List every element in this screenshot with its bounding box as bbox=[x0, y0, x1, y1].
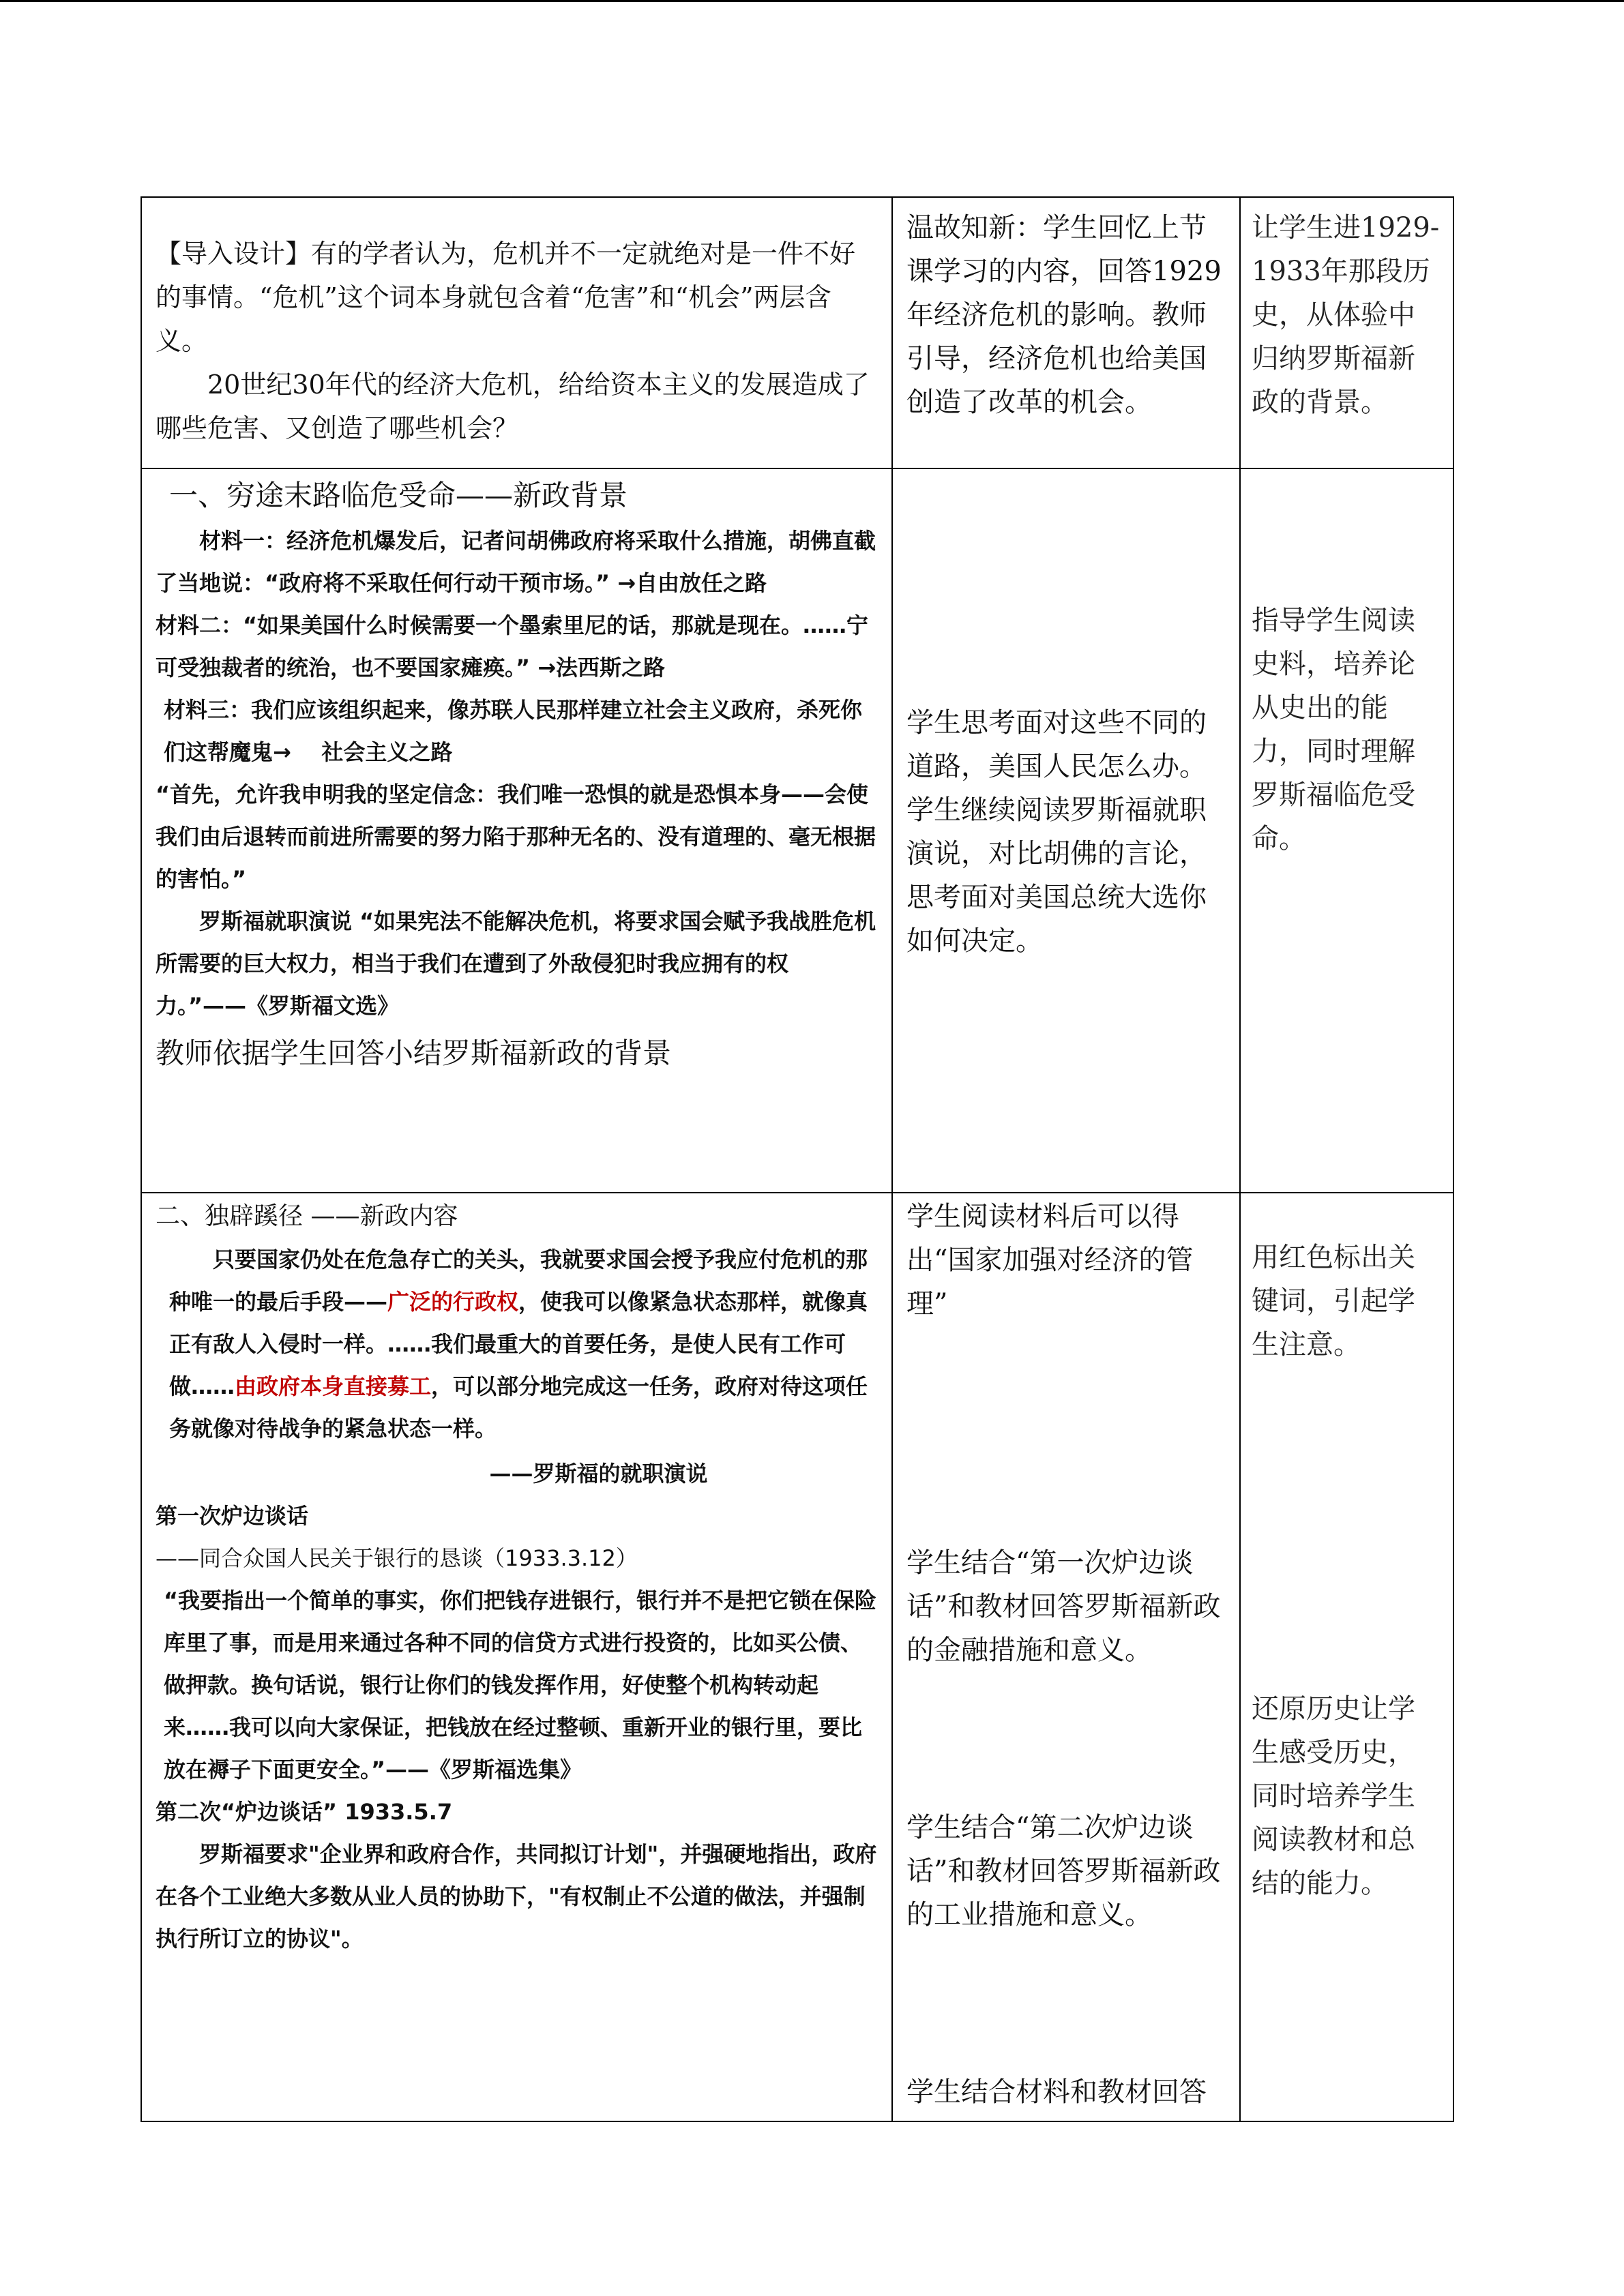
fireside-chat-1-title: 第一次炉边谈话 bbox=[156, 1503, 309, 1529]
cell-new-deal-content bbox=[141, 1193, 892, 2121]
background-purpose: 指导学生阅读史料，培养论从史出的能力，同时理解罗斯福临危受命。 bbox=[1252, 605, 1415, 854]
cell-background-student bbox=[892, 468, 1240, 1193]
inaugural-quote-2: 罗斯福就职演说 “如果宪法不能解决危机，将要求国会赋予我战胜危机所需要的巨大权力，相当于我们在遭到了外敌侵犯时我应拥有的权力。”——《罗斯福文选》 bbox=[156, 908, 876, 1019]
speech-source: ——罗斯福的就职演说 bbox=[489, 1461, 708, 1487]
intro-paragraph-2: 20世纪30年代的经济大危机，给给资本主义的发展造成了哪些危害、又创造了哪些机会？ bbox=[156, 370, 870, 443]
cell-content-student bbox=[892, 1193, 1240, 2121]
material-1: 材料一：经济危机爆发后，记者问胡佛政府将采取什么措施，胡佛直截了当地说：“政府将不采取任何行动干预市场。” →自由放任之路 bbox=[156, 528, 876, 596]
intro-title: 【导入设计】 bbox=[156, 239, 312, 269]
cell-background-content bbox=[141, 468, 892, 1193]
section-heading-background: 一、穷途末路临危受命——新政背景 bbox=[169, 479, 628, 512]
fireside-chat-2-title: 第二次“炉边谈话” 1933.5.7 bbox=[156, 1799, 453, 1825]
arrow-right-icon: → bbox=[273, 739, 291, 765]
cell-intro-purpose bbox=[1240, 197, 1453, 468]
arrow-right-icon: → bbox=[537, 655, 556, 681]
table-row-background bbox=[141, 468, 1453, 1193]
fireside-chat-1-subtitle: ——同合众国人民关于银行的恳谈（1933.3.12） bbox=[156, 1545, 638, 1571]
keyword-government-hiring: 由政府本身直接募工 bbox=[235, 1373, 432, 1399]
inaugural-quote: “首先，允许我申明我的坚定信念：我们唯一恐惧的就是恐惧本身——会使我们由后退转而前进所需要的努力陷于那种无名的、没有道理的、毫无根据的害怕。” bbox=[156, 781, 876, 892]
arrow-right-icon: → bbox=[617, 570, 636, 596]
fireside-chat-1-quote: “我要指出一个简单的事实，你们把钱存进银行，银行并不是把它锁在保险库里了事，而是用来通过各种不同的信贷方式进行投资的，比如买公债、做押款。换句话说，银行让你们的钱发挥作用，好使整个机构转动起来……我可以向大家保证，把钱放在经过整顿、重新开业的银行里，要比放在褥子下面更安全。”——《罗斯福选集》 bbox=[164, 1587, 877, 1783]
content-purpose-1: 用红色标出关键词，引起学生注意。 bbox=[1252, 1242, 1415, 1360]
content-student-activity-2: 学生结合“第一次炉边谈话”和教材回答罗斯福新政的金融措施和意义。 bbox=[906, 1547, 1221, 1666]
cell-background-purpose bbox=[1240, 468, 1453, 1193]
content-student-activity-4: 学生结合材料和教材回答 bbox=[906, 2076, 1207, 2108]
section-heading-content: 二、独辟蹊径 ——新政内容 bbox=[156, 1202, 458, 1230]
background-student-activity: 学生思考面对这些不同的道路，美国人民怎么办。学生继续阅读罗斯福就职演说，对比胡佛的言论，思考面对美国总统大选你如何决定。 bbox=[906, 707, 1207, 957]
content-student-activity-1: 学生阅读材料后可以得出“国家加强对经济的管理” bbox=[906, 1201, 1194, 1320]
intro-text-1: 有的学者认为，危机并不一定就绝对是一件不好的事情。“危机”这个词本身就包含着“危害”和“机会”两层含义。 bbox=[156, 239, 856, 356]
intro-purpose: 让学生进1929-1933年那段历史，从体验中归纳罗斯福新政的背景。 bbox=[1252, 212, 1440, 418]
cell-intro-student bbox=[892, 197, 1240, 468]
inaugural-speech-excerpt: 只要国家仍处在危急存亡的关头，我就要求国会授予我应付危机的那种唯一的最后手段——广泛的行政权，使我可以像紧急状态那样，就像真正有敌人入侵时一样。……我们最重大的首要任务，是使人民有工作可做……由政府本身直接募工，可以部分地完成这一任务，政府对待这项任务就像对待战争的紧急状态一样。 bbox=[169, 1247, 868, 1442]
material-3: 材料三：我们应该组织起来，像苏联人民那样建立社会主义政府，杀死你们这帮魔鬼→ 社会主义之路 bbox=[164, 697, 863, 765]
cell-intro-design bbox=[141, 197, 892, 468]
keyword-executive-power: 广泛的行政权 bbox=[387, 1289, 519, 1315]
material-2: 材料二：“如果美国什么时候需要一个墨索里尼的话，那就是现在。……宁可受独裁者的统治，也不要国家瘫痪。” →法西斯之路 bbox=[156, 612, 869, 681]
background-summary: 教师依据学生回答小结罗斯福新政的背景 bbox=[156, 1037, 672, 1070]
fireside-chat-2-text: 罗斯福要求"企业界和政府合作，共同拟订计划"，并强硬地指出，政府在各个工业绝大多数从业人员的协助下，"有权制止不公道的做法，并强制执行所订立的协议"。 bbox=[156, 1841, 877, 1952]
page-top-border bbox=[0, 0, 1624, 2]
content-purpose-2: 还原历史让学生感受历史，同时培养学生阅读教材和总结的能力。 bbox=[1252, 1693, 1415, 1899]
intro-student-activity: 温故知新：学生回忆上节课学习的内容，回答1929年经济危机的影响。教师引导，经济危机也给美国创造了改革的机会。 bbox=[906, 212, 1222, 418]
material-1-tag: 自由放任之路 bbox=[636, 570, 767, 596]
intro-paragraph-1 bbox=[156, 232, 878, 363]
table-row-content bbox=[141, 1193, 1453, 2121]
cell-content-purpose bbox=[1240, 1193, 1453, 2121]
material-2-tag: 法西斯之路 bbox=[556, 655, 666, 681]
material-3-tag: 社会主义之路 bbox=[321, 739, 453, 765]
content-student-activity-3: 学生结合“第二次炉边谈话”和教材回答罗斯福新政的工业措施和意义。 bbox=[906, 1812, 1221, 1930]
table-row-intro bbox=[141, 197, 1453, 468]
lesson-plan-table bbox=[141, 196, 1454, 2122]
